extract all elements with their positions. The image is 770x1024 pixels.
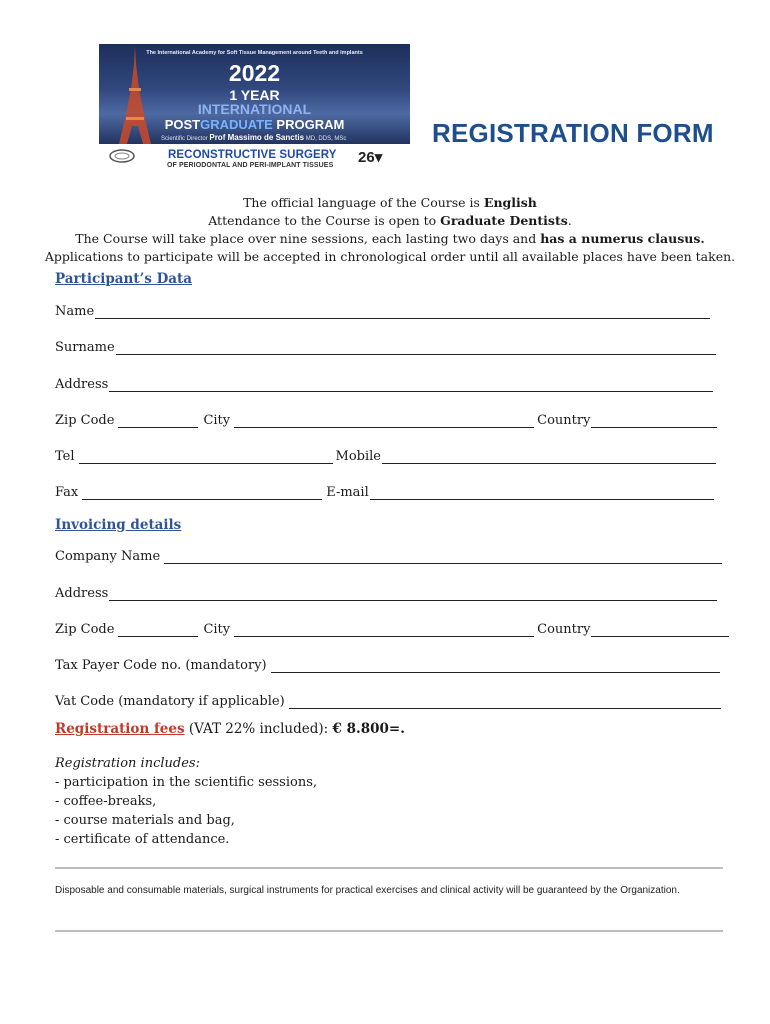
director-label: Scientific Director <box>161 136 208 142</box>
surname-label: Surname <box>55 340 115 355</box>
list-item: - coffee-breaks, <box>55 794 157 809</box>
intro-line-1 <box>40 194 740 212</box>
company-label: Company Name <box>55 549 161 564</box>
intro-text: The Course will take place over nine sessions, each lasting two days and <box>75 231 541 246</box>
banner-program-b: GRADUATE <box>200 117 273 132</box>
surname-line[interactable] <box>116 342 716 355</box>
language-value: English <box>483 195 537 210</box>
invoice-country-label: Country <box>537 622 591 637</box>
email-line[interactable] <box>370 487 714 500</box>
materials-note: Disposable and consumable materials, surgical instruments for practical exercises and clinical activity will be guaranteed by the Organization. <box>55 885 680 896</box>
banner-subtitle-1: RECONSTRUCTIVE SURGERY <box>168 149 337 161</box>
invoice-address-field[interactable] <box>55 585 717 601</box>
fax-email-row <box>55 484 714 500</box>
fees-vat-text: (VAT 22% included): <box>184 721 333 737</box>
address-field[interactable] <box>55 376 713 392</box>
surname-field[interactable] <box>55 339 716 355</box>
vat-code-line[interactable] <box>289 696 721 709</box>
banner-program-a: POST <box>164 117 201 132</box>
list-item: - certificate of attendance. <box>55 832 230 847</box>
tax-code-field[interactable] <box>55 657 720 673</box>
banner-duration: 1 YEAR <box>229 87 280 103</box>
address-line[interactable] <box>109 379 713 392</box>
name-line[interactable] <box>95 306 710 319</box>
intro-line-3 <box>40 230 740 248</box>
name-field[interactable] <box>55 303 710 319</box>
invoice-zip-line[interactable] <box>118 624 198 637</box>
invoice-zip-city-country-row <box>55 621 729 637</box>
name-label: Name <box>55 304 95 319</box>
tel-mobile-row <box>55 448 716 464</box>
invoice-city-line[interactable] <box>234 624 534 637</box>
vat-code-label: Vat Code (mandatory if applicable) <box>55 694 285 709</box>
list-item: - participation in the scientific sessions, <box>55 775 318 790</box>
tel-line[interactable] <box>79 451 333 464</box>
registration-fees <box>55 721 405 737</box>
registration-includes <box>55 754 317 849</box>
fax-line[interactable] <box>82 487 322 500</box>
country-line[interactable] <box>591 415 717 428</box>
invoice-country-line[interactable] <box>591 624 729 637</box>
tax-code-label: Tax Payer Code no. (mandatory) <box>55 658 267 673</box>
banner-program <box>99 118 410 132</box>
fees-amount: € 8.800=. <box>332 721 405 737</box>
mobile-label: Mobile <box>335 449 381 464</box>
numerus-clausus: has a numerus clausus. <box>540 231 705 246</box>
director-name: Prof Massimo de Sanctis <box>209 133 305 142</box>
zip-line[interactable] <box>118 415 198 428</box>
intro-line-2 <box>40 212 740 230</box>
intro-line-4: Applications to participate will be accepted in chronological order until all available places have been taken. <box>44 249 736 264</box>
mobile-line[interactable] <box>382 451 716 464</box>
partner-logo <box>358 148 382 166</box>
director-titles: MD, DDS, MSc <box>305 136 347 142</box>
zip-label: Zip Code <box>55 413 115 428</box>
banner-subtitle-2: OF PERIODONTAL AND PERI-IMPLANT TISSUES <box>167 162 334 169</box>
city-label: City <box>203 413 231 428</box>
address-label: Address <box>55 377 109 392</box>
invoice-zip-label: Zip Code <box>55 622 115 637</box>
banner-international: INTERNATIONAL <box>197 101 312 117</box>
invoice-city-label: City <box>203 622 231 637</box>
zip-city-country-row <box>55 412 717 428</box>
academy-logo-icon <box>108 148 136 164</box>
list-item: - course materials and bag, <box>55 813 235 828</box>
vat-code-field[interactable] <box>55 693 721 709</box>
tel-label: Tel <box>55 449 75 464</box>
intro-text: Attendance to the Course is open to <box>208 213 441 228</box>
banner-year: 2022 <box>228 60 281 86</box>
audience-value: Graduate Dentists <box>440 213 568 228</box>
invoice-address-label: Address <box>55 586 109 601</box>
participant-heading: Participant’s Data <box>55 271 193 287</box>
city-line[interactable] <box>234 415 534 428</box>
divider-top <box>55 867 723 869</box>
email-label: E-mail <box>326 485 369 500</box>
fax-label: Fax <box>55 485 79 500</box>
company-field[interactable] <box>55 548 722 564</box>
registration-fees-link[interactable]: Registration fees <box>55 721 185 737</box>
partner-logo-text: 26 <box>358 149 375 166</box>
divider-bottom <box>55 930 723 932</box>
country-label: Country <box>537 413 591 428</box>
banner-program-c: PROGRAM <box>276 117 345 132</box>
partner-logo-mark-icon: ▾ <box>374 149 383 166</box>
course-banner <box>99 44 410 144</box>
company-line[interactable] <box>164 551 722 564</box>
intro-text: The official language of the Course is <box>243 195 484 210</box>
invoicing-heading: Invoicing details <box>55 517 182 533</box>
banner-director <box>161 133 346 142</box>
tax-code-line[interactable] <box>271 660 720 673</box>
includes-title: Registration includes: <box>55 756 200 771</box>
invoice-address-line[interactable] <box>109 588 717 601</box>
page-title: REGISTRATION FORM <box>432 118 714 148</box>
banner-academy-text: The International Academy for Soft Tissue Management around Teeth and Implants <box>146 50 363 56</box>
intro-text: . <box>567 213 572 228</box>
